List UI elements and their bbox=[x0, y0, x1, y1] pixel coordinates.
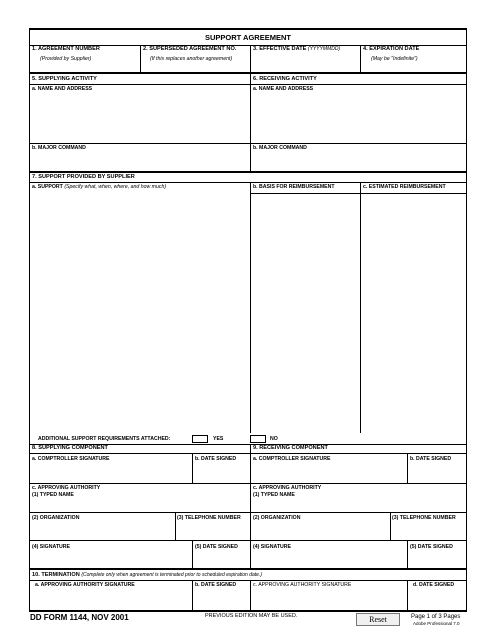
form-left-border bbox=[29, 28, 30, 611]
divider bbox=[29, 580, 467, 581]
divider bbox=[250, 444, 251, 568]
receiving-component-label: 9. RECEIVING COMPONENT bbox=[253, 445, 328, 451]
reset-button[interactable]: Reset bbox=[356, 613, 400, 626]
receiver-telephone-label: (3) TELEPHONE NUMBER bbox=[392, 515, 456, 521]
page-number: Page 1 of 3 Pages bbox=[411, 614, 461, 620]
termination-label-text: 10. TERMINATION bbox=[32, 572, 80, 578]
divider bbox=[29, 143, 467, 144]
basis-reimbursement-field[interactable] bbox=[252, 195, 358, 433]
supplier-date-signed-field[interactable] bbox=[194, 464, 248, 482]
receiver-major-command-label: b. MAJOR COMMAND bbox=[253, 145, 307, 151]
yes-checkbox[interactable] bbox=[192, 435, 208, 443]
supplier-comptroller-signature-label: a. COMPTROLLER SIGNATURE bbox=[32, 456, 110, 462]
form-id: DD FORM 1144, NOV 2001 bbox=[30, 613, 129, 622]
divider bbox=[407, 453, 408, 483]
receiver-name-address-label: a. NAME AND ADDRESS bbox=[253, 86, 314, 92]
effective-date-format-hint: (YYYYMMDD) bbox=[307, 46, 341, 52]
divider bbox=[250, 72, 251, 172]
supplier-organization-label: (2) ORGANIZATION bbox=[32, 515, 80, 521]
superseded-agreement-hint: (If this replaces another agreement) bbox=[150, 56, 233, 62]
previous-edition-note: PREVIOUS EDITION MAY BE USED. bbox=[205, 613, 298, 619]
additional-requirements-label: ADDITIONAL SUPPORT REQUIREMENTS ATTACHED: bbox=[38, 436, 171, 442]
divider bbox=[407, 540, 408, 568]
receiver-telephone-field[interactable] bbox=[391, 523, 465, 539]
divider bbox=[250, 580, 251, 610]
estimated-reimbursement-field[interactable] bbox=[362, 195, 465, 433]
yes-label: YES bbox=[213, 436, 224, 442]
support-description-field[interactable] bbox=[31, 193, 248, 433]
divider bbox=[29, 84, 467, 85]
expiration-date-hint: (May be "Indefinite") bbox=[371, 56, 418, 62]
estimated-reimbursement-label: c. ESTIMATED REIMBURSEMENT bbox=[363, 184, 446, 190]
receiver-major-command-field[interactable] bbox=[252, 153, 465, 170]
divider bbox=[140, 45, 141, 72]
form-right-border bbox=[466, 28, 467, 611]
agreement-number-label: 1. AGREEMENT NUMBER bbox=[32, 46, 100, 52]
supplier-name-address-label: a. NAME AND ADDRESS bbox=[32, 86, 93, 92]
expiration-date-label: 4. EXPIRATION DATE bbox=[363, 46, 420, 52]
support-label-hint: (Specify what, when, where, and how much) bbox=[64, 184, 167, 190]
receiver-comptroller-signature-label: a. COMPTROLLER SIGNATURE bbox=[253, 456, 331, 462]
termination-label bbox=[32, 573, 262, 579]
supplier-typed-name-field[interactable] bbox=[31, 500, 248, 511]
divider bbox=[250, 193, 466, 194]
divider bbox=[29, 171, 467, 173]
effective-date-label-text: 3. EFFECTIVE DATE bbox=[253, 46, 307, 52]
expiration-date-field[interactable] bbox=[362, 63, 465, 71]
effective-date-label bbox=[253, 47, 340, 53]
support-label bbox=[32, 185, 166, 190]
receiver-date-signed-label: b. DATE SIGNED bbox=[410, 456, 452, 462]
supplier-date-signed-5-field[interactable] bbox=[194, 552, 248, 567]
agreement-number-field[interactable] bbox=[31, 63, 138, 71]
supplier-organization-field[interactable] bbox=[31, 523, 174, 539]
divider bbox=[29, 483, 467, 484]
form-title: SUPPORT AGREEMENT bbox=[205, 33, 291, 42]
divider bbox=[192, 540, 193, 568]
form-top-border bbox=[29, 28, 467, 30]
termination-date-signed-d-field[interactable] bbox=[409, 590, 465, 609]
supplier-name-address-field[interactable] bbox=[31, 94, 248, 142]
divider bbox=[29, 72, 467, 74]
no-label: NO bbox=[270, 436, 278, 442]
receiver-organization-label: (2) ORGANIZATION bbox=[253, 515, 301, 521]
no-checkbox[interactable] bbox=[250, 435, 266, 443]
termination-approving-signature-c-label: c. APPROVING AUTHORITY SIGNATURE bbox=[253, 582, 352, 588]
divider bbox=[192, 580, 193, 610]
receiver-comptroller-signature-field[interactable] bbox=[252, 464, 406, 482]
form-bottom-border bbox=[29, 610, 467, 612]
supplier-major-command-field[interactable] bbox=[31, 153, 248, 170]
divider bbox=[360, 182, 361, 433]
termination-date-signed-d-label: d. DATE SIGNED bbox=[413, 582, 455, 588]
divider bbox=[29, 540, 467, 541]
effective-date-field[interactable] bbox=[252, 57, 358, 71]
superseded-agreement-field[interactable] bbox=[142, 63, 248, 71]
supplier-signature-field[interactable] bbox=[31, 552, 191, 567]
support-label-text: a. SUPPORT bbox=[32, 184, 63, 190]
termination-hint: (Complete only when agreement is terminated prior to scheduled expiration date.) bbox=[81, 572, 262, 578]
divider bbox=[29, 453, 467, 454]
termination-date-signed-b-field[interactable] bbox=[194, 590, 248, 609]
software-version: Adobe Professional 7.0 bbox=[413, 621, 460, 626]
supplier-date-signed-5-label: (5) DATE SIGNED bbox=[195, 544, 238, 550]
divider bbox=[250, 182, 251, 433]
termination-approving-signature-a-label: a. APPROVING AUTHORITY SIGNATURE bbox=[35, 582, 135, 588]
supplying-activity-label: 5. SUPPLYING ACTIVITY bbox=[32, 76, 97, 82]
divider bbox=[192, 453, 193, 483]
support-provided-label: 7. SUPPORT PROVIDED BY SUPPLIER bbox=[32, 174, 135, 180]
supplier-typed-name-label: (1) TYPED NAME bbox=[32, 492, 74, 498]
receiver-signature-label: (4) SIGNATURE bbox=[253, 544, 291, 550]
termination-approving-signature-a-field[interactable] bbox=[31, 590, 191, 609]
supplier-approving-authority-label: c. APPROVING AUTHORITY bbox=[32, 485, 101, 491]
divider bbox=[407, 580, 408, 610]
supplier-date-signed-label: b. DATE SIGNED bbox=[195, 456, 237, 462]
termination-approving-signature-c-field[interactable] bbox=[252, 590, 406, 609]
supplier-major-command-label: b. MAJOR COMMAND bbox=[32, 145, 86, 151]
agreement-number-hint: (Provided by Supplier) bbox=[40, 56, 92, 62]
receiver-organization-field[interactable] bbox=[252, 523, 389, 539]
supplier-telephone-field[interactable] bbox=[176, 523, 248, 539]
receiver-name-address-field[interactable] bbox=[252, 94, 465, 142]
receiver-date-signed-field[interactable] bbox=[409, 464, 465, 482]
termination-date-signed-b-label: b. DATE SIGNED bbox=[195, 582, 237, 588]
receiver-date-signed-5-field[interactable] bbox=[409, 552, 465, 567]
supplier-signature-label: (4) SIGNATURE bbox=[32, 544, 70, 550]
divider bbox=[360, 45, 361, 72]
receiver-date-signed-5-label: (5) DATE SIGNED bbox=[410, 544, 453, 550]
divider bbox=[29, 568, 467, 570]
receiver-signature-field[interactable] bbox=[252, 552, 406, 567]
divider bbox=[29, 182, 467, 183]
supplier-comptroller-signature-field[interactable] bbox=[31, 464, 191, 482]
receiving-activity-label: 6. RECEIVING ACTIVITY bbox=[253, 76, 317, 82]
receiver-approving-authority-label: c. APPROVING AUTHORITY bbox=[253, 485, 322, 491]
receiver-typed-name-field[interactable] bbox=[252, 500, 465, 511]
divider bbox=[29, 512, 467, 513]
divider bbox=[250, 45, 251, 72]
supplier-telephone-label: (3) TELEPHONE NUMBER bbox=[177, 515, 241, 521]
superseded-agreement-label: 2. SUPERSEDED AGREEMENT NO. bbox=[143, 46, 237, 52]
basis-reimbursement-label: b. BASIS FOR REIMBURSEMENT bbox=[253, 184, 335, 190]
receiver-typed-name-label: (1) TYPED NAME bbox=[253, 492, 295, 498]
supplying-component-label: 8. SUPPLYING COMPONENT bbox=[32, 445, 108, 451]
